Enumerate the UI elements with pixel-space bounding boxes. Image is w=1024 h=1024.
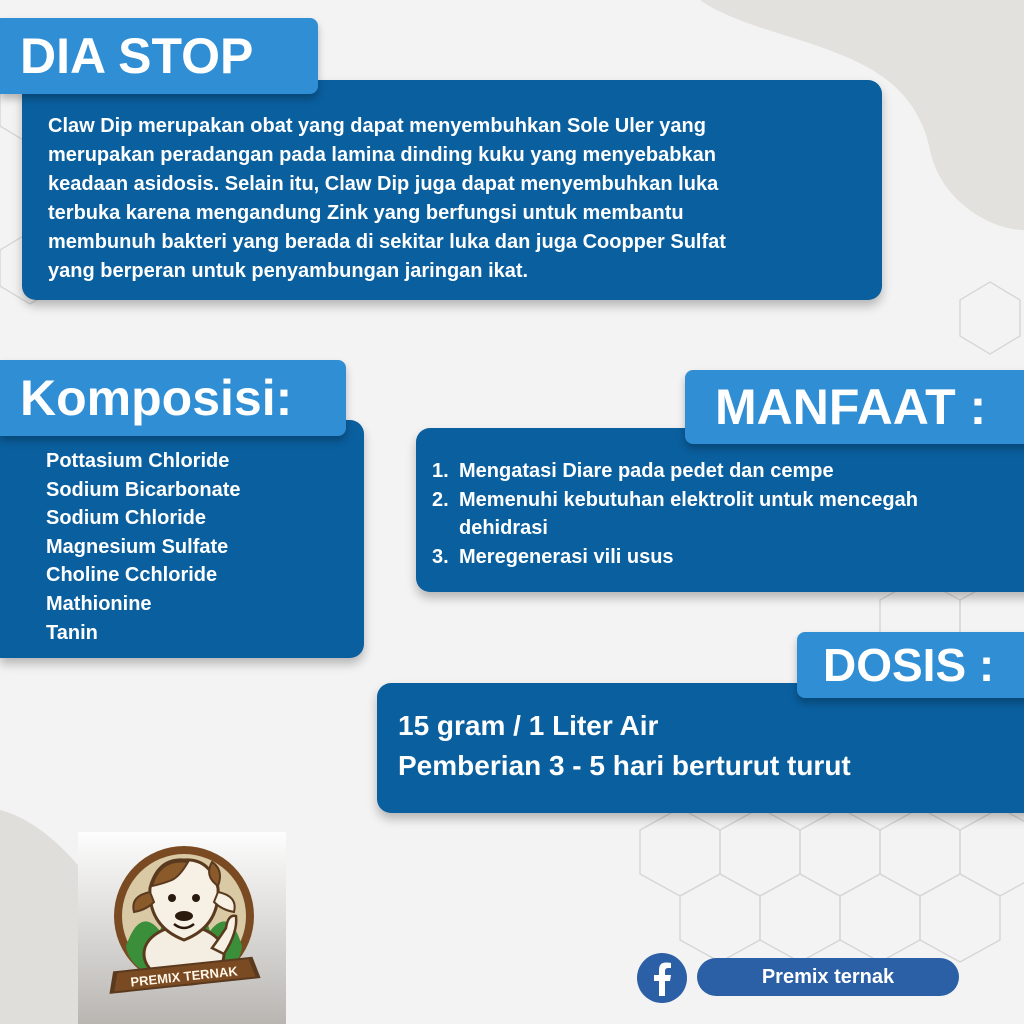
facebook-page-link[interactable] — [697, 958, 959, 996]
list-item: Sodium Bicarbonate — [46, 478, 241, 501]
komposisi-list — [46, 447, 240, 647]
list-number: 3. — [432, 545, 449, 568]
manfaat-title-tab — [685, 370, 1024, 444]
logo-text: PREMIX TERNAK — [129, 963, 239, 990]
product-title: DIA STOP — [20, 28, 254, 84]
list-item: Mathionine — [46, 592, 152, 615]
list-item — [432, 486, 1017, 543]
dosis-duration: Pemberian 3 - 5 hari berturut turut — [398, 750, 851, 781]
dosis-title-tab — [797, 632, 1024, 698]
dosis-amount: 15 gram / 1 Liter Air — [398, 710, 659, 741]
facebook-page-name: Premix ternak — [761, 965, 895, 988]
list-item: Sodium Chloride — [46, 507, 206, 530]
list-item: Magnesium Sulfate — [46, 535, 229, 558]
list-item: Tanin — [46, 621, 98, 644]
komposisi-title-tab — [0, 360, 346, 436]
list-text: Meregenerasi vili usus — [459, 545, 674, 568]
dosis-box — [377, 683, 1024, 813]
list-text: Mengatasi Diare pada pedet dan cempe — [459, 460, 834, 482]
list-number: 1. — [432, 460, 449, 482]
komposisi-title: Komposisi: — [20, 370, 293, 426]
product-description: Claw Dip merupakan obat yang dapat menyembuhkan Sole Uler yang merupakan peradangan pada lamina dinding kuku yang menyebabkan keadaan asidosis. Selain itu, Claw Dip juga dapat menyembuhkan luka terbuka karena mengandung Zink yang berfungsi untuk membantu membunuh bakteri yang berada di sekitar luka dan juga Coopper Sulfat yang berperan untuk penyambungan jaringan ikat. — [48, 115, 726, 282]
facebook-icon[interactable] — [636, 952, 688, 1004]
list-item: Pottasium Chloride — [46, 450, 230, 472]
list-item — [432, 543, 1017, 572]
list-item: Choline Cchloride — [46, 564, 218, 587]
product-title-tab — [0, 18, 318, 94]
list-text: Memenuhi kebutuhan elektrolit untuk mencegah dehidrasi — [459, 488, 918, 539]
manfaat-list — [432, 457, 1017, 571]
dosis-title: DOSIS : — [823, 639, 995, 691]
manfaat-title: MANFAAT : — [715, 379, 987, 435]
list-item — [432, 457, 1017, 486]
goat-logo-icon — [100, 836, 268, 1012]
list-number: 2. — [432, 488, 449, 511]
